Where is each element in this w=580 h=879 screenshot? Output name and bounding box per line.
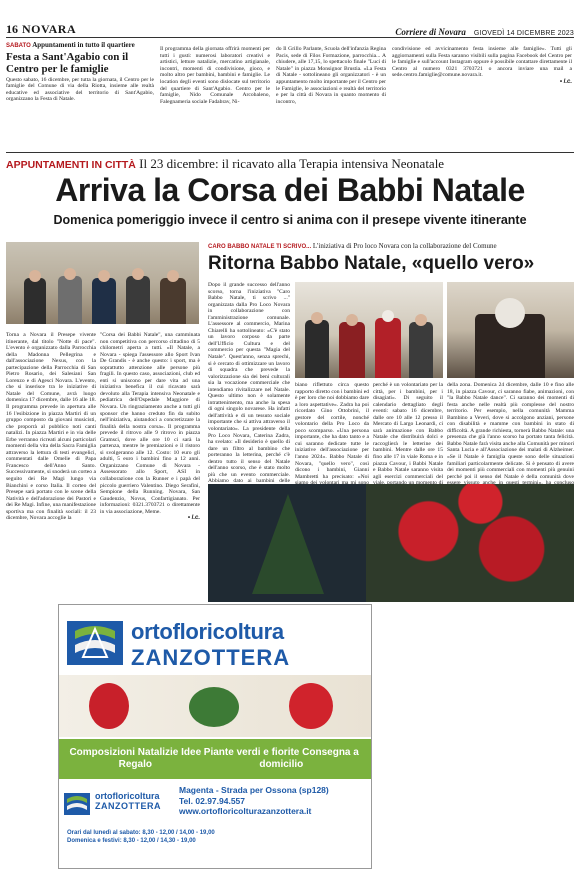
paper-name: Corriere di Novara: [395, 27, 466, 37]
ad-green-banner: [59, 739, 371, 779]
photo-person: [160, 278, 186, 324]
photo-person: [409, 322, 433, 378]
brief-kicker: SABATO: [6, 43, 31, 49]
article2-kicker: CARO BABBO NATALE TI SCRIVO...: [208, 244, 312, 250]
main-column-1: Torna a Novara il Presepe vivente itinerante, dal titolo "Notte di pace". L'evento è organizzato dalla Parrocchia della Madonna Pellegrina e dall'associazione Nexus, con la partecipazione della Parrocchia di San Pietro Rosario, dei Salesiani San Lorenzo e di Agesci Novara. L'evento, che si inserisce tra le iniziative di Natale del Comune, avrà luogo domenica 17 dicembre, dalle 16 alle 18. Il programma prevede in apertura alle 16 l'esibizione in piazza Martiri di un gruppo composto da giovani musicisti, che proporrà al pubblico noti canti natalizi. In piazza Martiri e in via delle Erbe verranno ricreati alcuni particolari momenti della vita della Sacra Famiglia attraverso la lettura di testi evangelici, commentati dalle Omelie di Papa Francesco dell'Anno Santo. Successivamente, si snoderà un corteo a seguito dei Re Magi lungo via Bianchini e corso Italia. Il corteo del Presepe sarà portato con le scene della Natività e dell'adorazione dei Pastori e dei Re Magi. Infine, una manifestazione sportiva ma con finalità sociali: il 23 dicembre, Novara accoglie la: [6, 332, 96, 522]
ad-hours-holiday: Domenica e festivi: 8,30 - 12,00 / 14,30 - 19,00: [67, 838, 196, 844]
santa-figure: [375, 318, 401, 378]
ad-brand-line2: ZANZOTTERA: [131, 645, 291, 670]
small-flower-logo-icon: [63, 791, 91, 817]
ad-phone[interactable]: Tel. 02.97.94.557: [179, 795, 246, 806]
ad-small-brand-line2: ZANZOTTERA: [95, 801, 161, 811]
brief-article: [6, 42, 154, 103]
ad-plant: [189, 687, 239, 727]
photo-head: [346, 314, 358, 326]
ad-address-block: [179, 785, 329, 817]
ad-green-left: Composizioni Natalizie Idee Regalo: [69, 747, 202, 770]
article2-kicker-line: [208, 242, 574, 252]
ad-product-photo: [59, 675, 371, 737]
issue-date: GIOVEDÌ 14 DICEMBRE 2023: [473, 30, 574, 37]
article2-column-2: biano riflettuto circa questo rapporto diretto con i bambini ed è per loro che noi dobbiamo dare a loro aspettative». Zadra ha poi ricordato Gino Ottobrini, il gestore del cortile, nonché volontario della Pro Loco da poco scomparso. «Una persona importante, che ha dato tanto e a cui saranno dedicate tutte le iniziative dell'associazione per l'anno 2024». Babbo Natale di Novara, "quello vero", così dicono i bambini, Gianni Mambretti ha precisato: «Noi: [295, 382, 369, 480]
main-subhead: Domenica pomeriggio invece il centro si anima con il presepe vivente itinerante: [53, 213, 527, 227]
photo-head: [495, 298, 525, 328]
brief-kicker-tail: Appuntamenti in tutto il quartiere: [32, 41, 135, 49]
tree-shape: [252, 494, 324, 594]
article2-column-3: perché è un volontariato per la città, per i bambini, per i disagiati». Di seguito il calendario dettagliato degli eventi: sabato 16 dicembre, dalle ore 10 alle 12 presso il Mercato di Largo Leonardi, ci sarà animazione con Babbo Natale che distribuirà dolci e raccoglierà le letterine dei bambini. Mentre dalle ore 15 fino alle 17 in viale Roma e in piazza Cavour, i Babbi Natale e Babbo Natale saranno visita agli esercizi commerciali del: [373, 382, 443, 480]
ad-website[interactable]: www.ortofloricolturazanzottera.it: [179, 806, 312, 816]
main-topline-kicker: APPUNTAMENTI IN CITTÀ: [6, 159, 136, 171]
page-number: 16: [6, 22, 18, 36]
photo-head: [167, 270, 179, 282]
article2-column-1: Dopo il grande successo dell'anno scorso, torna l'iniziativa "Caro Babbo Natale, ti scrivo ..." organizzata dalla Pro Loco Novara in collaborazione con l'amministrazione comunale. L'assessore al commercio, Marina Chiarelli ha sottolineato: «C'è stato un lavoro corposo da parte dell'Ufficio Cultura e del commercio per questa "Magia del Natale". Quest'anno, senza sprechi, si è cercato di ottimizzare un lavoro di squadra che prevede la valorizzazione sia dei beni culturali sia la vocazione commerciale che intendiamo rivitalizzare nel Natale. Questo ultimo non è solamente intrattenimento, ma anche la spesa di ogni singolo novarese. Ha infatti dell'attività e di un tessuto sociale importante che si attiva attraverso il volontariato». La presidente della Pro Loco Novara, Caterina Zadra, ha svelato: «Il desiderio è quello di dare un filtro al bambino che porteranno la letterina, perché c'è dentro tutto il senso del Natale dell'anno scorso, che è stato molto più che un evento commerciale. Abbiamo dato ai bambini delle: [208, 282, 290, 485]
ad-hours: [67, 829, 215, 845]
ad-green-right: Piante verdi e fiorite Consegna a domicilio: [203, 747, 359, 770]
brief-column-3-text: condivisione ed avvicinamento festa insieme alle famiglie». Tutti gli aggiornamenti sulla Festa saranno visibili sulla pagina Facebook del Centro per le famiglie e sull'account Instagram oppure è possibile contattare direttamente il Centro al numero 0321 3703721 o ancora inviare una mail a sede.centro.famiglie@comune.novara.it.: [392, 46, 572, 79]
photo-head: [382, 310, 394, 322]
brief-body: Questo sabato, 16 dicembre, per tutta la giornata, il Centro per le famiglie del Comune di via della Riotta, insieme alle realtà educative ed associative del territorio di Sant'Agabio, organizzano la Festa di Natale.: [6, 76, 154, 103]
section-divider: [6, 152, 574, 153]
article2-column-4-text: della zona. Domenica 24 dicembre, dalle 10 e fino alle 18, in piazza Cavour, ci saranno fiabe, animazioni, con "la Babbo Natale dance". Ci saranno dei momenti di festa anche nelle realtà più complesse del nostro territorio. Per esempio, nella comunità Mamma Bambino a Veveri, dove si accolgono anziani, persone con disabilità e mamme con bambini in stato di difficoltà. A grande richiesta, tornerà Babbo Natale: una presenza che già l'anno scorso ha portato tanta felicità. Babbo Natale farà visita anche alla Comunità per minori Santa Lucia e all'Associazione dei malati di Alzheimer. «Se il Natale è famiglia queste sono delle situazioni familiari particolarmente delicate. Si è pensato di avere dei momenti più commerciali con momenti più genuini perché poi il senso del Natale è della comunità dove: [447, 382, 574, 480]
brief-signature: • l.c.: [559, 78, 572, 85]
main-signature: • l.c.: [187, 515, 200, 522]
photo-head: [132, 268, 144, 280]
article2-headline: Ritorna Babbo Natale, «quello vero»: [208, 253, 535, 274]
advertisement[interactable]: [58, 604, 372, 869]
ad-logo: [65, 615, 365, 675]
main-topline: [6, 156, 574, 173]
main-topline-text: Il 23 dicembre: il ricavato alla Terapia intensiva Neonatale: [139, 156, 445, 171]
main-column-2: [100, 332, 200, 522]
brief-title: Festa a Sant'Agabio con il Centro per le famiglie: [6, 50, 129, 75]
ad-contact-block: [59, 783, 371, 869]
page-header: [6, 22, 574, 38]
ad-small-logo: [63, 785, 169, 825]
main-column-2-text: "Corsa dei Babbi Natale", una camminata non competitiva con percorso cittadino di 5 chilometri aperta a tutti. «Il Natale, a Novara - spiega l'assessore allo Sport Ivan De Grandis - è anche questo: i sport, ma è soprattutto attenzione alle persone più fragili. In questo caso, associazioni, club ed enti si uniscono per dare vita ad una iniziativa benefica il cui ricavato sarà devoluto alla Terapia intensiva Neonatale e pediatrica dell'Ospedale Maggiore di Novara. Un ringraziamento anche a tutti gli sponsor che hanno creduto fin da subito nell'iniziativa, aiutandoci a concretizzare la finalità della nostra corsa». Il programma prevede il ritrovo alle 9 ritrovo in piazza Gramsci, dove alle ore 10 ci sarà la partenza, mentre le premiazioni e il ristoro si svolgeranno alle 12. Costo: 10 euro gli adulti, 5 euro i bambini fino a 12 anni. Organizzano Comune di Novara - Assessorato allo Sport, ASI in collaborazione con la Runner e i papà del piccolo guerriero Valentino. Diego Serafini, Sempione della Running. Novara, San Gaudenzio, Novus, Confartigianato. Per informazioni: 0321.3703721 o direttamente in via associazione, Meme.: [100, 332, 200, 515]
photo-head: [29, 270, 41, 282]
brief-column-3: [392, 46, 572, 86]
christmas-tree-image: [208, 484, 366, 602]
ad-brand-line1: ortofloricoltura: [131, 619, 284, 644]
santa-portrait-photo: [447, 282, 574, 378]
photo-head: [64, 268, 76, 280]
group-photo: [6, 242, 199, 324]
article2-kicker-tail: L'iniziativa di Pro loco Novara con la collaborazione del Comune: [312, 242, 497, 250]
section-name: NOVARA: [22, 22, 77, 36]
main-headline: Arriva la Corsa dei Babbi Natale: [55, 172, 525, 208]
pro-loco-photo: [295, 282, 443, 378]
ad-flower-2: [289, 683, 333, 729]
photo-person: [92, 278, 116, 324]
poinsettia-image: [366, 484, 574, 602]
photo-person: [24, 278, 46, 324]
flower-logo-icon: [65, 617, 125, 669]
ad-hours-weekday: Orari dal lunedì al sabato: 8,30 - 12,00 / 14,00 - 19,00: [67, 830, 215, 836]
photo-head: [415, 314, 427, 326]
photo-head: [311, 312, 323, 324]
brief-column-2: do Il Grillo Parlante, Scuola dell'infanzia Regina Pacis, sede di Filos Formazione, parrocchia... A chiudere, alle 17,15, lo spettacolo finale "Luci di Natale" in piazza Monsignor Brustia. «La Festa di Natale - sottolineano gli organizzatori - è un appuntamento molto importante per il Centro per le Famiglie, le associazioni e realtà del territorio e per la città di Novara in quanto momento di incontro,: [276, 46, 386, 105]
ad-small-brand-line1: ortofloricoltura: [95, 791, 160, 801]
photo-person: [339, 322, 365, 378]
photo-person: [58, 276, 82, 324]
ad-address: Magenta - Strada per Ossona (sp128): [179, 785, 329, 795]
brief-column-1: Il programma della giornata offrirà momenti per tutti i gusti: numerosi laboratori creativi e artistici, letture natalizie, mercatino artigianale, incontri, momenti di condivisione, gioco, e molto altro per bambini, bambini e famiglie. Le location degli eventi sono dislocate sul territorio del quartiere di Sant'Agabio. Centro per le famiglie, Nido Comunale Arcobaleno, Falegnameria sociale Fadabrav, Ni-: [160, 46, 270, 105]
photo-person: [305, 320, 329, 378]
christmas-photo: [208, 484, 574, 602]
ad-flower-1: [89, 683, 129, 729]
photo-head: [98, 270, 110, 282]
photo-person: [126, 276, 150, 324]
